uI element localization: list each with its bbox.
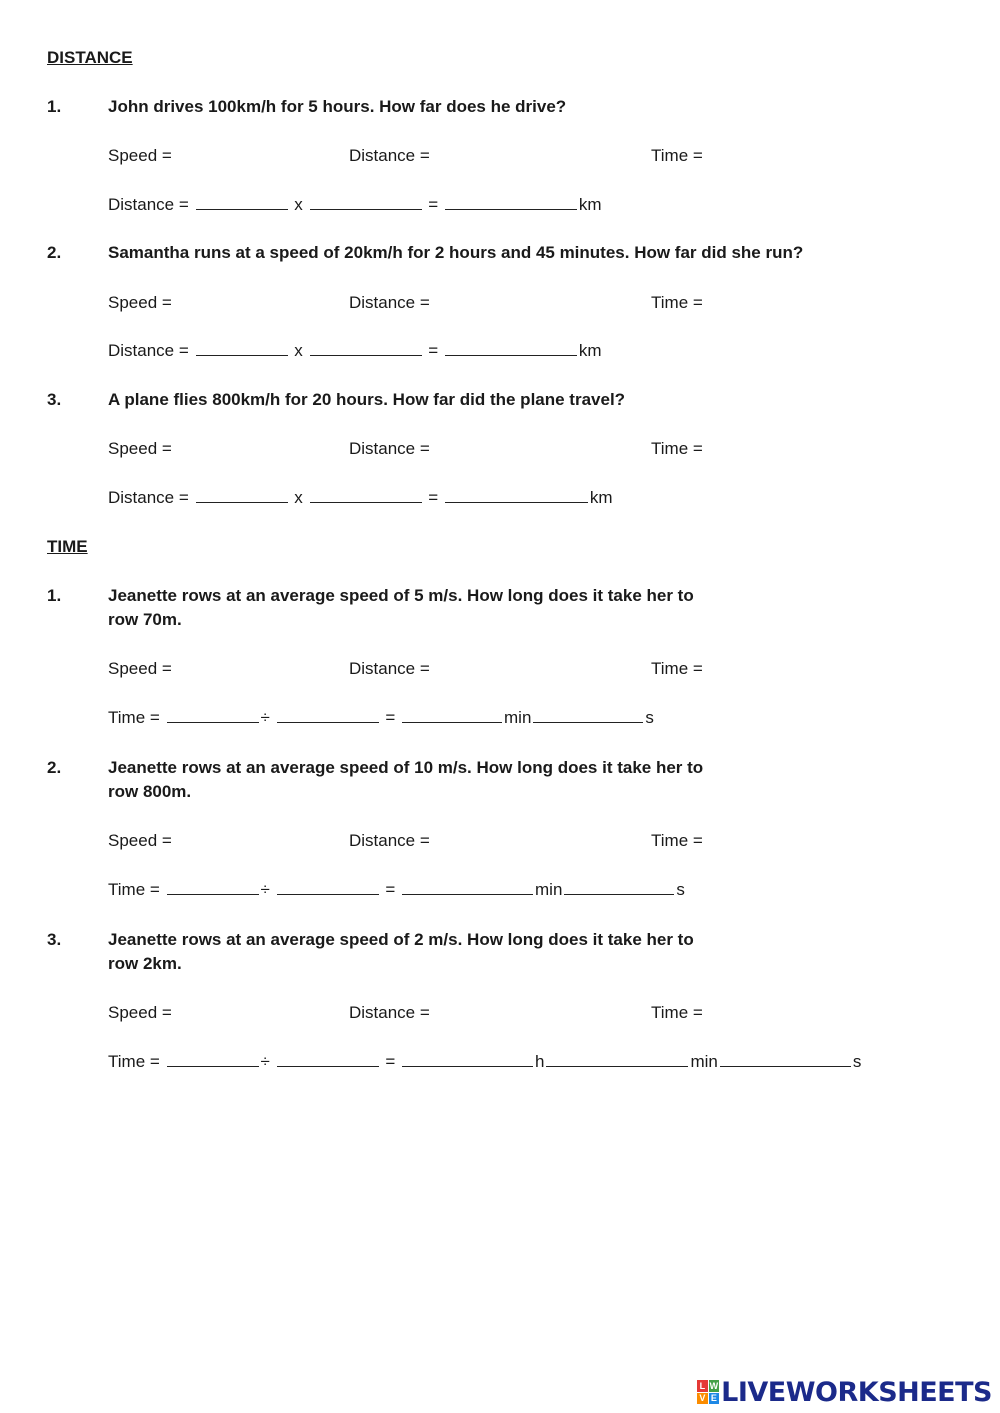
question-number: 1. bbox=[47, 586, 62, 605]
question-text-line1: Jeanette rows at an average speed of 10 m/s. How long does it take her to bbox=[108, 758, 704, 777]
divide-sign: ÷ bbox=[260, 880, 270, 899]
distance-label: Distance = bbox=[349, 439, 430, 458]
answer-blank[interactable] bbox=[277, 1052, 379, 1067]
time-label: Time = bbox=[108, 880, 160, 899]
equals-sign: = bbox=[385, 880, 396, 899]
answer-blank[interactable] bbox=[277, 880, 379, 895]
question-text: A plane flies 800km/h for 20 hours. How far did the plane travel? bbox=[108, 390, 626, 409]
equals-sign: = bbox=[385, 1052, 396, 1071]
answer-blank[interactable] bbox=[167, 708, 259, 723]
question-text: John drives 100km/h for 5 hours. How far does he drive? bbox=[108, 97, 567, 116]
question-number: 2. bbox=[47, 243, 62, 262]
time-label: Time = bbox=[651, 831, 703, 850]
distance-label: Distance = bbox=[349, 1003, 430, 1022]
time-label: Time = bbox=[651, 1003, 703, 1022]
distance-label: Distance = bbox=[108, 488, 189, 507]
answer-blank[interactable] bbox=[445, 341, 577, 356]
divide-sign: ÷ bbox=[260, 708, 270, 727]
unit-min: min bbox=[504, 708, 532, 727]
answer-blank[interactable] bbox=[167, 1052, 259, 1067]
question-number: 2. bbox=[47, 758, 62, 777]
times-sign: x bbox=[294, 341, 303, 360]
answer-blank[interactable] bbox=[546, 1052, 688, 1067]
time-label: Time = bbox=[651, 146, 703, 165]
time-formula-row bbox=[108, 880, 685, 900]
answer-blank[interactable] bbox=[196, 488, 288, 503]
logo-badge-letter: W bbox=[709, 1380, 719, 1391]
distance-heading: DISTANCE bbox=[47, 48, 133, 67]
speed-label: Speed = bbox=[108, 659, 172, 678]
answer-blank[interactable] bbox=[310, 341, 422, 356]
divide-sign: ÷ bbox=[260, 1052, 270, 1071]
unit-km: km bbox=[578, 341, 602, 360]
answer-blank[interactable] bbox=[402, 880, 533, 895]
equals-sign: = bbox=[428, 488, 439, 507]
answer-blank[interactable] bbox=[402, 708, 502, 723]
equals-sign: = bbox=[428, 195, 439, 214]
answer-blank[interactable] bbox=[533, 708, 643, 723]
question-text-line2: row 70m. bbox=[108, 610, 182, 629]
time-formula-row bbox=[108, 1052, 861, 1072]
logo-badge-letter: L bbox=[697, 1380, 708, 1392]
distance-formula-row bbox=[108, 195, 602, 215]
time-label: Time = bbox=[108, 708, 160, 727]
question-number: 3. bbox=[47, 390, 62, 409]
unit-s: s bbox=[645, 708, 654, 727]
question-number: 1. bbox=[47, 97, 62, 116]
answer-blank[interactable] bbox=[445, 488, 588, 503]
distance-formula-row bbox=[108, 488, 613, 508]
equals-sign: = bbox=[428, 341, 439, 360]
unit-min: min bbox=[690, 1052, 718, 1071]
times-sign: x bbox=[294, 195, 303, 214]
unit-h: h bbox=[535, 1052, 545, 1071]
question-text: Samantha runs at a speed of 20km/h for 2 hours and 45 minutes. How far did she run? bbox=[108, 243, 804, 262]
time-label: Time = bbox=[651, 293, 703, 312]
answer-blank[interactable] bbox=[720, 1052, 851, 1067]
answer-blank[interactable] bbox=[310, 195, 422, 210]
distance-label: Distance = bbox=[349, 146, 430, 165]
unit-s: s bbox=[852, 1052, 862, 1071]
time-label: Time = bbox=[108, 1052, 160, 1071]
distance-label: Distance = bbox=[108, 341, 189, 360]
question-text-line2: row 2km. bbox=[108, 954, 182, 973]
speed-label: Speed = bbox=[108, 1003, 172, 1022]
unit-min: min bbox=[535, 880, 563, 899]
time-label: Time = bbox=[651, 659, 703, 678]
distance-formula-row bbox=[108, 341, 602, 361]
logo-text: LIVEWORKSHEETS bbox=[721, 1376, 992, 1408]
time-label: Time = bbox=[651, 439, 703, 458]
answer-blank[interactable] bbox=[310, 488, 422, 503]
speed-label: Speed = bbox=[108, 146, 172, 165]
answer-blank[interactable] bbox=[445, 195, 577, 210]
times-sign: x bbox=[294, 488, 303, 507]
answer-blank[interactable] bbox=[402, 1052, 533, 1067]
question-text-line1: Jeanette rows at an average speed of 5 m/s. How long does it take her to bbox=[108, 586, 694, 605]
speed-label: Speed = bbox=[108, 293, 172, 312]
unit-km: km bbox=[589, 488, 613, 507]
logo-badge-icon bbox=[697, 1380, 719, 1404]
logo-badge-letter: V bbox=[697, 1393, 708, 1405]
answer-blank[interactable] bbox=[564, 880, 674, 895]
question-text-line1: Jeanette rows at an average speed of 2 m/s. How long does it take her to bbox=[108, 930, 694, 949]
distance-label: Distance = bbox=[108, 195, 189, 214]
distance-label: Distance = bbox=[349, 293, 430, 312]
question-number: 3. bbox=[47, 930, 62, 949]
answer-blank[interactable] bbox=[196, 195, 288, 210]
unit-km: km bbox=[578, 195, 602, 214]
time-formula-row bbox=[108, 708, 654, 728]
answer-blank[interactable] bbox=[277, 708, 379, 723]
liveworksheets-logo bbox=[697, 1377, 992, 1407]
unit-s: s bbox=[676, 880, 685, 899]
distance-label: Distance = bbox=[349, 831, 430, 850]
speed-label: Speed = bbox=[108, 439, 172, 458]
answer-blank[interactable] bbox=[196, 341, 288, 356]
equals-sign: = bbox=[385, 708, 396, 727]
speed-label: Speed = bbox=[108, 831, 172, 850]
distance-label: Distance = bbox=[349, 659, 430, 678]
logo-badge-letter: E bbox=[709, 1393, 720, 1405]
time-heading: TIME bbox=[47, 537, 88, 556]
answer-blank[interactable] bbox=[167, 880, 259, 895]
question-text-line2: row 800m. bbox=[108, 782, 192, 801]
